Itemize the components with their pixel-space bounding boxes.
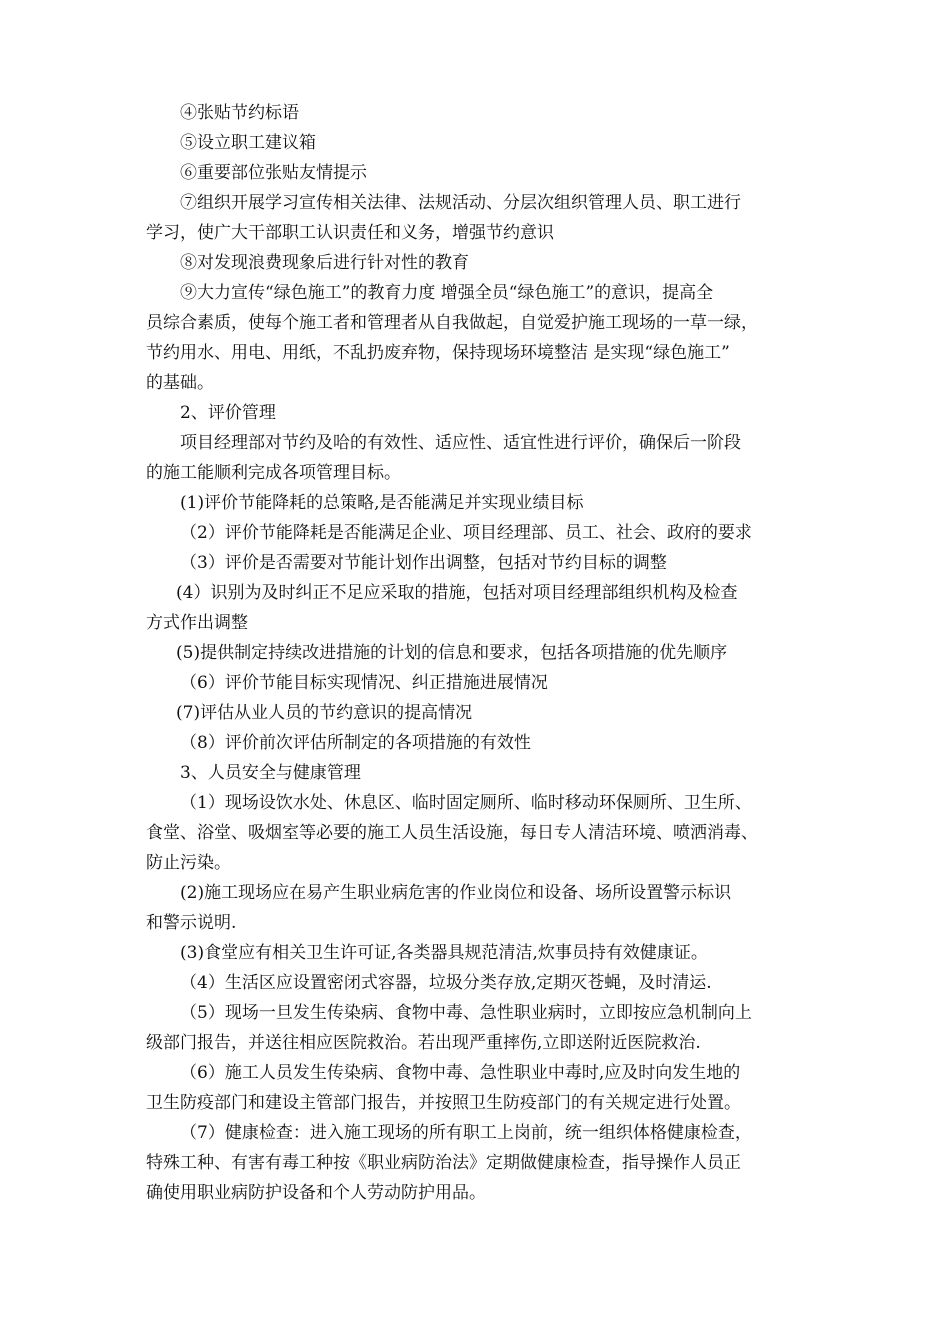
text-line: （3）评价是否需要对节能计划作出调整，包括对节约目标的调整 bbox=[180, 553, 667, 573]
text-line: ⑦组织开展学习宣传相关法律、法规活动、分层次组织管理人员、职工进行 bbox=[180, 193, 741, 213]
text-line: （1）现场设饮水处、休息区、临时固定厕所、临时移动环保厕所、卫生所、 bbox=[180, 793, 752, 813]
document-page bbox=[146, 98, 818, 1208]
text-line: (7)评估从业人员的节约意识的提高情况 bbox=[176, 703, 473, 723]
text-line: （2）评价节能降耗是否能满足企业、项目经理部、员工、社会、政府的要求 bbox=[180, 523, 752, 543]
text-line: (3)食堂应有相关卫生许可证,各类器具规范清洁,炊事员持有效健康证。 bbox=[180, 943, 708, 963]
text-line: (1)评价节能降耗的总策略,是否能满足并实现业绩目标 bbox=[180, 493, 584, 513]
text-line: 节约用水、用电、用纸，不乱扔废弃物，保持现场环境整洁 是实现“绿色施工” bbox=[146, 343, 730, 363]
text-line: 防止污染。 bbox=[146, 853, 231, 873]
text-line: （8）评价前次评估所制定的各项措施的有效性 bbox=[180, 733, 531, 753]
text-line: ⑧对发现浪费现象后进行针对性的教育 bbox=[180, 253, 469, 273]
text-line: 食堂、浴堂、吸烟室等必要的施工人员生活设施，每日专人清洁环境、喷洒消毒、 bbox=[146, 823, 758, 843]
text-line: （6）施工人员发生传染病、食物中毒、急性职业中毒时,应及时向发生地的 bbox=[180, 1063, 741, 1083]
text-line: ⑥重要部位张贴友情提示 bbox=[180, 163, 367, 183]
text-line: 特殊工种、有害有毒工种按《职业病防治法》定期做健康检查，指导操作人员正 bbox=[146, 1153, 741, 1173]
text-line: (2)施工现场应在易产生职业病危害的作业岗位和设备、场所设置警示标识 bbox=[180, 883, 732, 903]
text-line: 员综合素质，使每个施工者和管理者从自我做起，自觉爱护施工现场的一草一绿， bbox=[146, 313, 758, 333]
text-line: 的基础。 bbox=[146, 373, 214, 393]
text-line: (5)提供制定持续改进措施的计划的信息和要求，包括各项措施的优先顺序 bbox=[176, 643, 728, 663]
text-line: 的施工能顺利完成各项管理目标。 bbox=[146, 463, 401, 483]
text-line: ④张贴节约标语 bbox=[180, 103, 299, 123]
text-line: 3、人员安全与健康管理 bbox=[180, 763, 361, 783]
text-line: 项目经理部对节约及哈的有效性、适应性、适宜性进行评价，确保后一阶段 bbox=[180, 433, 741, 453]
text-line: （5）现场一旦发生传染病、食物中毒、急性职业病时，立即按应急机制向上 bbox=[180, 1003, 752, 1023]
text-line: ⑨大力宣传“绿色施工”的教育力度 增强全员“绿色施工”的意识，提高全 bbox=[180, 283, 714, 303]
text-line: （4）生活区应设置密闭式容器，垃圾分类存放,定期灭苍蝇，及时清运. bbox=[180, 973, 712, 993]
text-line: 和警示说明. bbox=[146, 913, 237, 933]
text-line: 卫生防疫部门和建设主管部门报告，并按照卫生防疫部门的有关规定进行处置。 bbox=[146, 1093, 741, 1113]
text-line: 2、评价管理 bbox=[180, 403, 276, 423]
text-line: (4）识别为及时纠正不足应采取的措施，包括对项目经理部组织机构及检查 bbox=[176, 583, 738, 603]
text-line: ⑤设立职工建议箱 bbox=[180, 133, 316, 153]
text-line: （7）健康检查：进入施工现场的所有职工上岗前，统一组织体格健康检查， bbox=[180, 1123, 752, 1143]
text-line: 确使用职业病防护设备和个人劳动防护用品。 bbox=[146, 1183, 486, 1203]
text-line: 学习，使广大干部职工认识责任和义务，增强节约意识 bbox=[146, 223, 554, 243]
text-line: 方式作出调整 bbox=[146, 613, 248, 633]
text-line: （6）评价节能目标实现情况、纠正措施进展情况 bbox=[180, 673, 548, 693]
text-line: 级部门报告，并送往相应医院救治。若出现严重摔伤,立即送附近医院救治. bbox=[146, 1033, 701, 1053]
